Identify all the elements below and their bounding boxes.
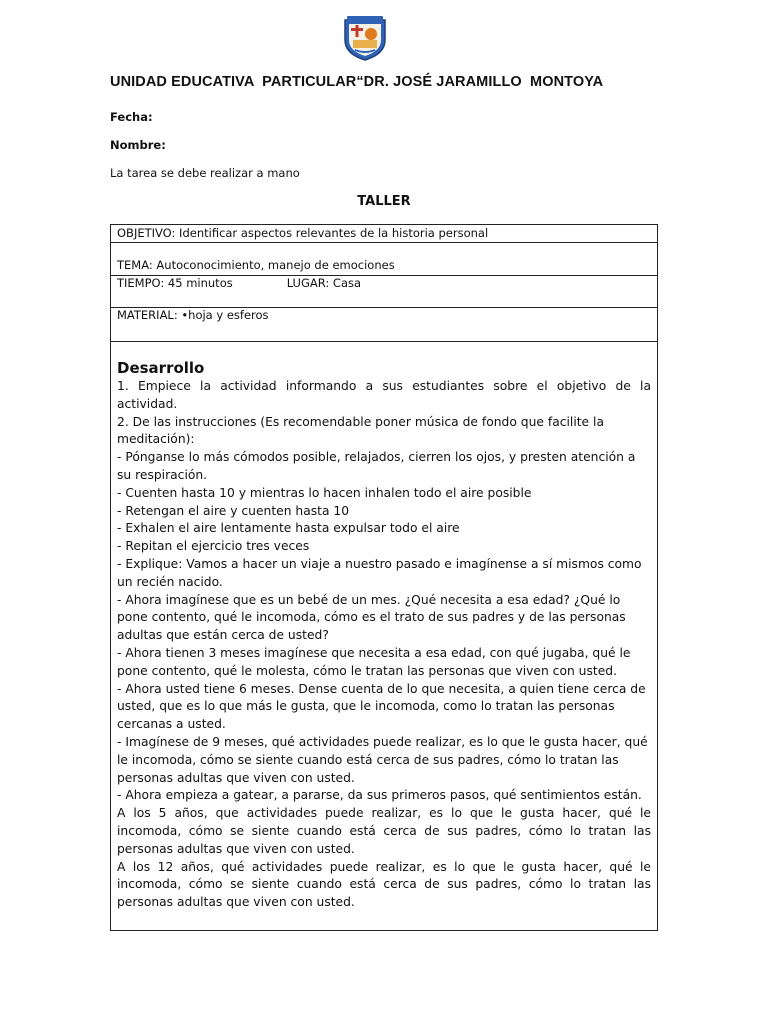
- desarrollo-step: 1. Empiece la actividad informando a sus estudiantes sobre el objetivo de la actividad.: [117, 379, 651, 411]
- desarrollo-step: - Repitan el ejercicio tres veces: [117, 539, 310, 554]
- nombre-label: Nombre:: [110, 138, 166, 152]
- desarrollo-step: - Ahora tienen 3 meses imagínese que necesita a esa edad, con qué jugaba, qué le pone contento, qué le molesta, cómo le tratan las personas que viven con usted.: [117, 645, 631, 678]
- lugar-text: LUGAR: Casa: [286, 276, 362, 290]
- desarrollo-step: A los 5 años, que actividades puede realizar, es lo que le gusta hacer, qué le incomoda, cómo se siente cuando está cerca de sus padres, cómo lo tratan las personas adultas que viven con usted.: [117, 806, 651, 856]
- tiempo-text: TIEMPO: 45 minutos: [117, 276, 233, 290]
- desarrollo-step: - Exhalen el aire lentamente hasta expulsar todo el aire: [117, 521, 460, 536]
- desarrollo-step: 2. De las instrucciones (Es recomendable poner música de fondo que facilite la meditación):: [117, 414, 604, 447]
- desarrollo-step: - Explique: Vamos a hacer un viaje a nuestro pasado e imagínense a sí mismos como un recién nacido.: [117, 556, 642, 589]
- school-crest-icon: [341, 14, 389, 62]
- desarrollo-body: [111, 378, 657, 912]
- desarrollo-step: - Ahora empieza a gatear, a pararse, da sus primeros pasos, qué sentimientos están.: [117, 788, 642, 803]
- desarrollo-step: - Ahora imagínese que es un bebé de un mes. ¿Qué necesita a esa edad? ¿Qué lo pone contento, qué le incomoda, cómo es el trato de sus padres y de las personas adultas que están cerca de usted?: [117, 592, 626, 643]
- desarrollo-step: - Pónganse lo más cómodos posible, relajados, cierren los ojos, y presten atención a su respiración.: [117, 450, 636, 482]
- desarrollo-step: - Imagínese de 9 meses, qué actividades puede realizar, es lo que le gusta hacer, qué le incomoda, cómo se siente cuando está cerca de sus padres, cómo lo tratan las personas adultas que viven con usted.: [117, 734, 648, 785]
- school-name: UNIDAD EDUCATIVA PARTICULAR“DR. JOSÉ JARAMILLO MONTOYA: [110, 74, 604, 90]
- tema-row: [110, 241, 658, 276]
- objetivo-text: OBJETIVO: Identificar aspectos relevantes de la historia personal: [117, 226, 489, 240]
- handwritten-note: La tarea se debe realizar a mano: [110, 166, 300, 180]
- fecha-label: Fecha:: [110, 110, 153, 124]
- page-title: TALLER: [357, 194, 411, 209]
- material-text: MATERIAL: •hoja y esferos: [117, 308, 269, 322]
- material-row: [110, 307, 658, 342]
- desarrollo-title: Desarrollo: [117, 359, 205, 377]
- desarrollo-step: - Retengan el aire y cuenten hasta 10: [117, 503, 350, 518]
- desarrollo-step: - Ahora usted tiene 6 meses. Dense cuenta de lo que necesita, a quien tiene cerca de usted, que es lo que más le gusta, que le incomoda, como lo tratan las personas cercanas a usted.: [117, 681, 646, 732]
- desarrollo-step: A los 12 años, qué actividades puede realizar, es lo que le gusta hacer, qué le incomoda, cómo se siente cuando está cerca de sus padres, cómo lo tratan las personas adultas que viven con usted.: [117, 859, 651, 910]
- desarrollo-step: - Cuenten hasta 10 y mientras lo hacen inhalen todo el aire posible: [117, 485, 532, 500]
- desarrollo-section: [110, 341, 658, 931]
- tiempo-row: [110, 275, 658, 308]
- tema-text: TEMA: Autoconocimiento, manejo de emociones: [117, 258, 395, 272]
